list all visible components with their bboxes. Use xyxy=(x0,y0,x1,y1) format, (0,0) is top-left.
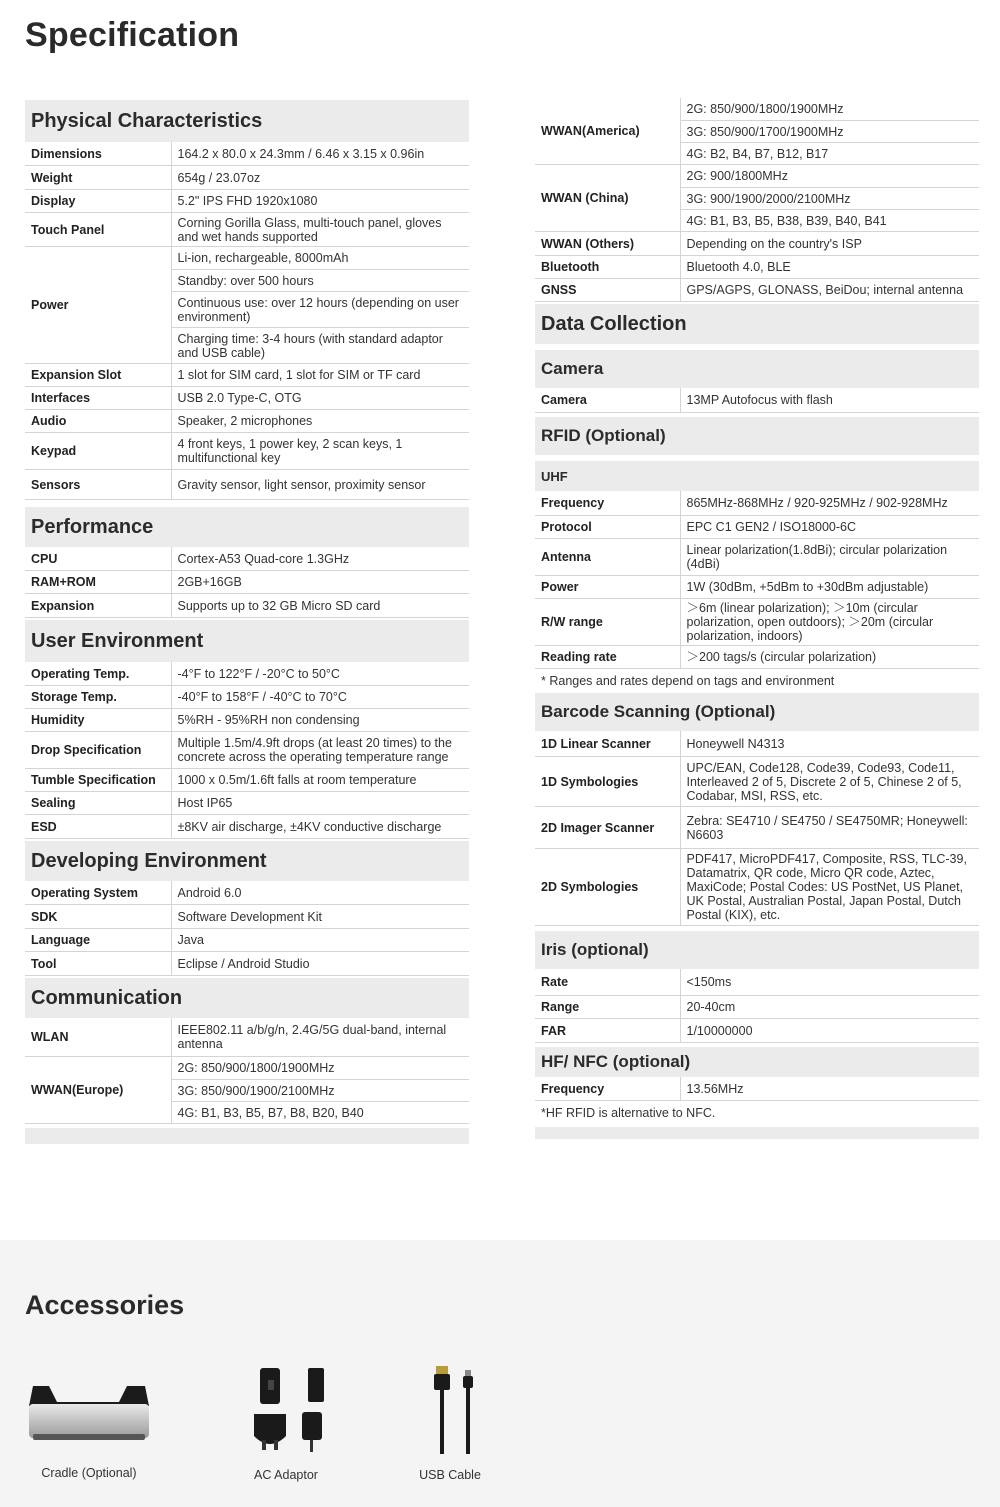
spec-label: Camera xyxy=(535,388,680,413)
spec-row xyxy=(25,387,469,410)
spec-value-cell xyxy=(680,576,979,599)
spec-value-cell xyxy=(680,849,979,926)
subsection-uhf: UHF xyxy=(535,461,979,491)
spec-value: Li-ion, rechargeable, 8000mAh xyxy=(177,251,349,265)
spec-value: 4G: B1, B3, B5, B7, B8, B20, B40 xyxy=(172,1101,470,1123)
spec-row xyxy=(535,849,979,926)
spec-value: -4°F to 122°F / -20°C to 50°C xyxy=(177,666,340,681)
spec-label: Power xyxy=(25,247,171,364)
spec-row xyxy=(25,769,469,792)
spec-label: Expansion Slot xyxy=(25,364,171,387)
spec-value: Multiple 1.5m/4.9ft drops (at least 20 times) to the concrete across the operating temperature range xyxy=(177,736,452,764)
spec-label: Audio xyxy=(25,410,171,433)
spec-value-cell xyxy=(171,1018,469,1057)
spec-value: Gravity sensor, light sensor, proximity sensor xyxy=(177,477,426,492)
spec-value-cell xyxy=(680,599,979,646)
spec-row xyxy=(25,732,469,769)
spec-label: Operating Temp. xyxy=(25,662,171,686)
spec-label: 2D Imager Scanner xyxy=(535,807,680,849)
spec-value: Java xyxy=(177,933,204,947)
spec-row xyxy=(25,247,469,364)
spec-label: R/W range xyxy=(535,599,680,646)
spec-value-cell xyxy=(680,539,979,576)
spec-value: 3G: 850/900/1700/1900MHz xyxy=(681,120,980,142)
spec-value-cell xyxy=(680,1019,979,1043)
spec-row xyxy=(535,516,979,539)
spec-label: Touch Panel xyxy=(25,213,171,247)
spec-value-cell xyxy=(680,646,979,669)
spec-value: 3G: 900/1900/2000/2100MHz xyxy=(681,187,980,209)
spec-row xyxy=(25,364,469,387)
spec-value: 2GB+16GB xyxy=(177,575,242,589)
spec-row xyxy=(535,1019,979,1043)
spec-row xyxy=(535,98,979,165)
accessory-caption: Cradle (Optional) xyxy=(41,1466,137,1480)
spec-value-cell xyxy=(171,732,469,769)
spec-value-cell xyxy=(171,881,469,905)
section-developing-environment: Developing Environment xyxy=(25,841,469,881)
spec-row xyxy=(535,388,979,413)
spec-value-cell xyxy=(171,142,469,166)
spec-label: Tumble Specification xyxy=(25,769,171,792)
cradle-icon xyxy=(27,1380,151,1446)
spec-label: Dimensions xyxy=(25,142,171,166)
spec-row xyxy=(25,1018,469,1057)
spec-label: 1D Symbologies xyxy=(535,757,680,807)
spec-label: Humidity xyxy=(25,709,171,732)
section-footer-bar xyxy=(25,1128,469,1144)
spec-value: IEEE802.11 a/b/g/n, 2.4G/5G dual-band, internal antenna xyxy=(177,1023,447,1051)
spec-value-cell xyxy=(680,388,979,413)
spec-value-cell xyxy=(680,1077,979,1101)
accessories-section xyxy=(0,1240,1000,1507)
section-camera: Camera xyxy=(535,350,979,388)
spec-value: ＞6m (linear polarization); ＞10m (circular polarization, open outdoors); ＞20m (circular polarization, indoors) xyxy=(686,601,934,643)
spec-value: ＞200 tags/s (circular polarization) xyxy=(686,650,877,664)
spec-label: Reading rate xyxy=(535,646,680,669)
spec-table xyxy=(25,881,469,976)
spec-value: USB 2.0 Type-C, OTG xyxy=(177,391,302,405)
spec-label: Power xyxy=(535,576,680,599)
spec-value: 2G: 900/1800MHz xyxy=(686,169,788,183)
spec-value-cell xyxy=(680,98,979,165)
spec-label: Sensors xyxy=(25,470,171,500)
section-barcode: Barcode Scanning (Optional) xyxy=(535,693,979,731)
spec-label: Expansion xyxy=(25,594,171,618)
spec-value-cell xyxy=(171,815,469,839)
section-rfid: RFID (Optional) xyxy=(535,417,979,455)
spec-row xyxy=(25,952,469,976)
spec-row xyxy=(25,547,469,571)
spec-value: 5.2" IPS FHD 1920x1080 xyxy=(177,194,318,208)
spec-row xyxy=(535,256,979,279)
spec-value: 13MP Autofocus with flash xyxy=(686,393,833,407)
spec-table xyxy=(535,1077,979,1101)
section-physical: Physical Characteristics xyxy=(25,100,469,142)
spec-value: Depending on the country's ISP xyxy=(686,236,862,251)
spec-value: EPC C1 GEN2 / ISO18000-6C xyxy=(686,520,857,534)
spec-value-cell xyxy=(680,516,979,539)
spec-row xyxy=(25,410,469,433)
spec-value-cell xyxy=(171,709,469,732)
spec-value-cell xyxy=(171,247,469,364)
spec-value-cell xyxy=(171,571,469,594)
spec-value-cell xyxy=(680,731,979,757)
spec-table xyxy=(25,1018,469,1124)
spec-value-cell xyxy=(680,256,979,279)
spec-value: 1000 x 0.5m/1.6ft falls at room temperature xyxy=(177,773,417,787)
spec-value: Charging time: 3-4 hours (with standard adaptor and USB cable) xyxy=(172,327,470,363)
spec-label: WLAN xyxy=(25,1018,171,1057)
spec-value-cell xyxy=(171,952,469,976)
spec-label: FAR xyxy=(535,1019,680,1043)
accessory-caption: AC Adaptor xyxy=(254,1468,318,1482)
spec-value-cell xyxy=(171,769,469,792)
spec-table xyxy=(25,547,469,618)
spec-label: Bluetooth xyxy=(535,256,680,279)
spec-value: 4G: B2, B4, B7, B12, B17 xyxy=(681,142,980,164)
spec-value: 1W (30dBm, +5dBm to +30dBm adjustable) xyxy=(686,580,929,594)
spec-value: -40°F to 158°F / -40°C to 70°C xyxy=(177,690,347,704)
spec-value-cell xyxy=(680,491,979,516)
spec-table xyxy=(535,388,979,413)
spec-row xyxy=(25,686,469,709)
spec-table xyxy=(535,491,979,669)
spec-row xyxy=(535,646,979,669)
spec-label: Language xyxy=(25,929,171,952)
spec-label: ESD xyxy=(25,815,171,839)
spec-row xyxy=(25,662,469,686)
spec-value-cell xyxy=(171,905,469,929)
spec-value-cell xyxy=(680,807,979,849)
spec-label: Storage Temp. xyxy=(25,686,171,709)
section-performance: Performance xyxy=(25,507,469,547)
spec-value-cell xyxy=(171,213,469,247)
spec-label: RAM+ROM xyxy=(25,571,171,594)
spec-value: Bluetooth 4.0, BLE xyxy=(686,260,791,274)
spec-value-cell xyxy=(680,232,979,256)
page-title: Specification xyxy=(25,16,240,54)
spec-value-cell xyxy=(680,969,979,996)
spec-label: Drop Specification xyxy=(25,732,171,769)
spec-value: 1/10000000 xyxy=(686,1023,753,1038)
spec-value: Cortex-A53 Quad-core 1.3GHz xyxy=(177,551,350,566)
spec-value: Eclipse / Android Studio xyxy=(177,956,310,971)
spec-value: Linear polarization(1.8dBi); circular polarization (4dBi) xyxy=(686,543,948,571)
spec-label: Interfaces xyxy=(25,387,171,410)
right-column xyxy=(535,98,979,1139)
spec-table xyxy=(535,98,979,302)
spec-row xyxy=(535,165,979,232)
spec-value-cell xyxy=(680,279,979,302)
spec-label: GNSS xyxy=(535,279,680,302)
spec-value: Corning Gorilla Glass, multi-touch panel, gloves and wet hands supported xyxy=(177,215,442,244)
spec-value: Android 6.0 xyxy=(177,885,242,900)
spec-value: 865MHz-868MHz / 920-925MHz / 902-928MHz xyxy=(686,496,948,510)
spec-label: Antenna xyxy=(535,539,680,576)
spec-label: Frequency xyxy=(535,491,680,516)
section-iris: Iris (optional) xyxy=(535,931,979,969)
spec-value-cell xyxy=(171,364,469,387)
ac-adaptor-icon xyxy=(246,1366,326,1454)
spec-label: Sealing xyxy=(25,792,171,815)
accessory-caption: USB Cable xyxy=(419,1468,481,1482)
spec-table xyxy=(535,969,979,1043)
spec-table xyxy=(25,142,469,500)
spec-value: Continuous use: over 12 hours (depending on user environment) xyxy=(172,291,470,327)
section-communication: Communication xyxy=(25,978,469,1018)
spec-row xyxy=(535,539,979,576)
spec-row xyxy=(535,279,979,302)
spec-row xyxy=(535,599,979,646)
spec-label: 1D Linear Scanner xyxy=(535,731,680,757)
spec-label: Range xyxy=(535,996,680,1019)
spec-value-cell xyxy=(171,547,469,571)
spec-label: WWAN (China) xyxy=(535,165,680,232)
spec-label: Tool xyxy=(25,952,171,976)
spec-row xyxy=(535,969,979,996)
spec-label: Operating System xyxy=(25,881,171,905)
spec-value: 4G: B1, B3, B5, B38, B39, B40, B41 xyxy=(681,209,980,231)
spec-label: CPU xyxy=(25,547,171,571)
spec-label: WWAN(Europe) xyxy=(25,1057,171,1124)
spec-value-cell xyxy=(171,387,469,410)
section-nfc: HF/ NFC (optional) xyxy=(535,1047,979,1077)
spec-value-cell xyxy=(171,190,469,213)
spec-value-cell xyxy=(171,1057,469,1124)
spec-row xyxy=(25,905,469,929)
spec-value: 2G: 850/900/1800/1900MHz xyxy=(177,1061,335,1075)
spec-row xyxy=(535,757,979,807)
spec-row xyxy=(25,470,469,500)
spec-value-cell xyxy=(171,686,469,709)
spec-table xyxy=(25,662,469,839)
spec-row xyxy=(25,142,469,166)
spec-value: 164.2 x 80.0 x 24.3mm / 6.46 x 3.15 x 0.96in xyxy=(177,146,425,161)
spec-value-cell xyxy=(171,662,469,686)
spec-row xyxy=(25,1057,469,1124)
accessories-title: Accessories xyxy=(25,1290,185,1320)
spec-value: Honeywell N4313 xyxy=(686,736,785,751)
spec-value-cell xyxy=(171,792,469,815)
spec-row xyxy=(25,929,469,952)
spec-value: 1 slot for SIM card, 1 slot for SIM or TF card xyxy=(177,368,421,382)
spec-row xyxy=(535,232,979,256)
spec-label: WWAN (Others) xyxy=(535,232,680,256)
spec-value: 654g / 23.07oz xyxy=(177,170,261,185)
spec-value: Speaker, 2 microphones xyxy=(177,414,313,428)
spec-value: PDF417, MicroPDF417, Composite, RSS, TLC-39, Datamatrix, QR code, Micro QR code, Aztec, MaxiCode; Postal Codes: US PostNet, US Planet, UK Postal, Australian Postal, Japan Postal, Dutch Postal (KIX), etc. xyxy=(686,852,967,922)
accessory-cradle xyxy=(25,1380,153,1480)
spec-value-cell xyxy=(171,410,469,433)
spec-label: WWAN(America) xyxy=(535,98,680,165)
spec-row xyxy=(535,996,979,1019)
spec-value: Standby: over 500 hours xyxy=(172,269,470,291)
spec-row xyxy=(25,815,469,839)
spec-value: <150ms xyxy=(686,975,732,989)
accessory-ac-adaptor xyxy=(240,1366,332,1482)
spec-value-cell xyxy=(171,929,469,952)
spec-value: UPC/EAN, Code128, Code39, Code93, Code11, Interleaved 2 of 5, Discrete 2 of 5, Chinese 2 of 5, Codabar, MSI, RSS, etc. xyxy=(686,760,962,803)
spec-value: Supports up to 32 GB Micro SD card xyxy=(177,598,381,613)
nfc-note: *HF RFID is alternative to NFC. xyxy=(541,1106,716,1120)
spec-label: Protocol xyxy=(535,516,680,539)
spec-value: GPS/AGPS, GLONASS, BeiDou; internal antenna xyxy=(686,283,964,297)
section-data-collection: Data Collection xyxy=(535,304,979,344)
spec-row xyxy=(25,571,469,594)
spec-row xyxy=(25,166,469,190)
spec-value: Zebra: SE4710 / SE4750 / SE4750MR; Honeywell: N6603 xyxy=(686,813,968,842)
spec-table xyxy=(535,731,979,926)
spec-row xyxy=(535,576,979,599)
spec-row xyxy=(25,433,469,470)
spec-value: 4 front keys, 1 power key, 2 scan keys, 1 multifunctional key xyxy=(177,437,403,465)
spec-row xyxy=(535,731,979,757)
spec-label: Rate xyxy=(535,969,680,996)
accessory-usb-cable xyxy=(410,1366,490,1482)
spec-row xyxy=(535,491,979,516)
spec-value: 13.56MHz xyxy=(686,1081,744,1096)
spec-row xyxy=(25,881,469,905)
spec-row xyxy=(25,594,469,618)
spec-label: 2D Symbologies xyxy=(535,849,680,926)
spec-row xyxy=(25,190,469,213)
spec-value: 3G: 850/900/1900/2100MHz xyxy=(172,1079,470,1101)
spec-row xyxy=(535,1077,979,1101)
spec-value-cell xyxy=(680,996,979,1019)
spec-value: 20-40cm xyxy=(686,1000,736,1014)
spec-row xyxy=(25,213,469,247)
usb-cable-icon xyxy=(420,1366,480,1456)
spec-value-cell xyxy=(171,470,469,500)
spec-value: 5%RH - 95%RH non condensing xyxy=(177,713,360,727)
spec-value-cell xyxy=(171,594,469,618)
spec-value-cell xyxy=(171,433,469,470)
spec-value-cell xyxy=(680,757,979,807)
spec-value-cell xyxy=(171,166,469,190)
spec-value: Host IP65 xyxy=(177,796,233,810)
spec-row xyxy=(535,807,979,849)
section-user-environment: User Environment xyxy=(25,620,469,662)
spec-label: Weight xyxy=(25,166,171,190)
spec-value: ±8KV air discharge, ±4KV conductive discharge xyxy=(177,819,442,834)
spec-row xyxy=(25,709,469,732)
spec-label: SDK xyxy=(25,905,171,929)
section-footer-bar xyxy=(535,1127,979,1139)
spec-value-cell xyxy=(680,165,979,232)
spec-label: Keypad xyxy=(25,433,171,470)
rfid-note: * Ranges and rates depend on tags and environment xyxy=(541,674,835,688)
spec-label: Display xyxy=(25,190,171,213)
left-column xyxy=(25,100,469,1144)
spec-value: Software Development Kit xyxy=(177,909,323,924)
spec-row xyxy=(25,792,469,815)
spec-label: Frequency xyxy=(535,1077,680,1101)
spec-value: 2G: 850/900/1800/1900MHz xyxy=(686,102,844,116)
